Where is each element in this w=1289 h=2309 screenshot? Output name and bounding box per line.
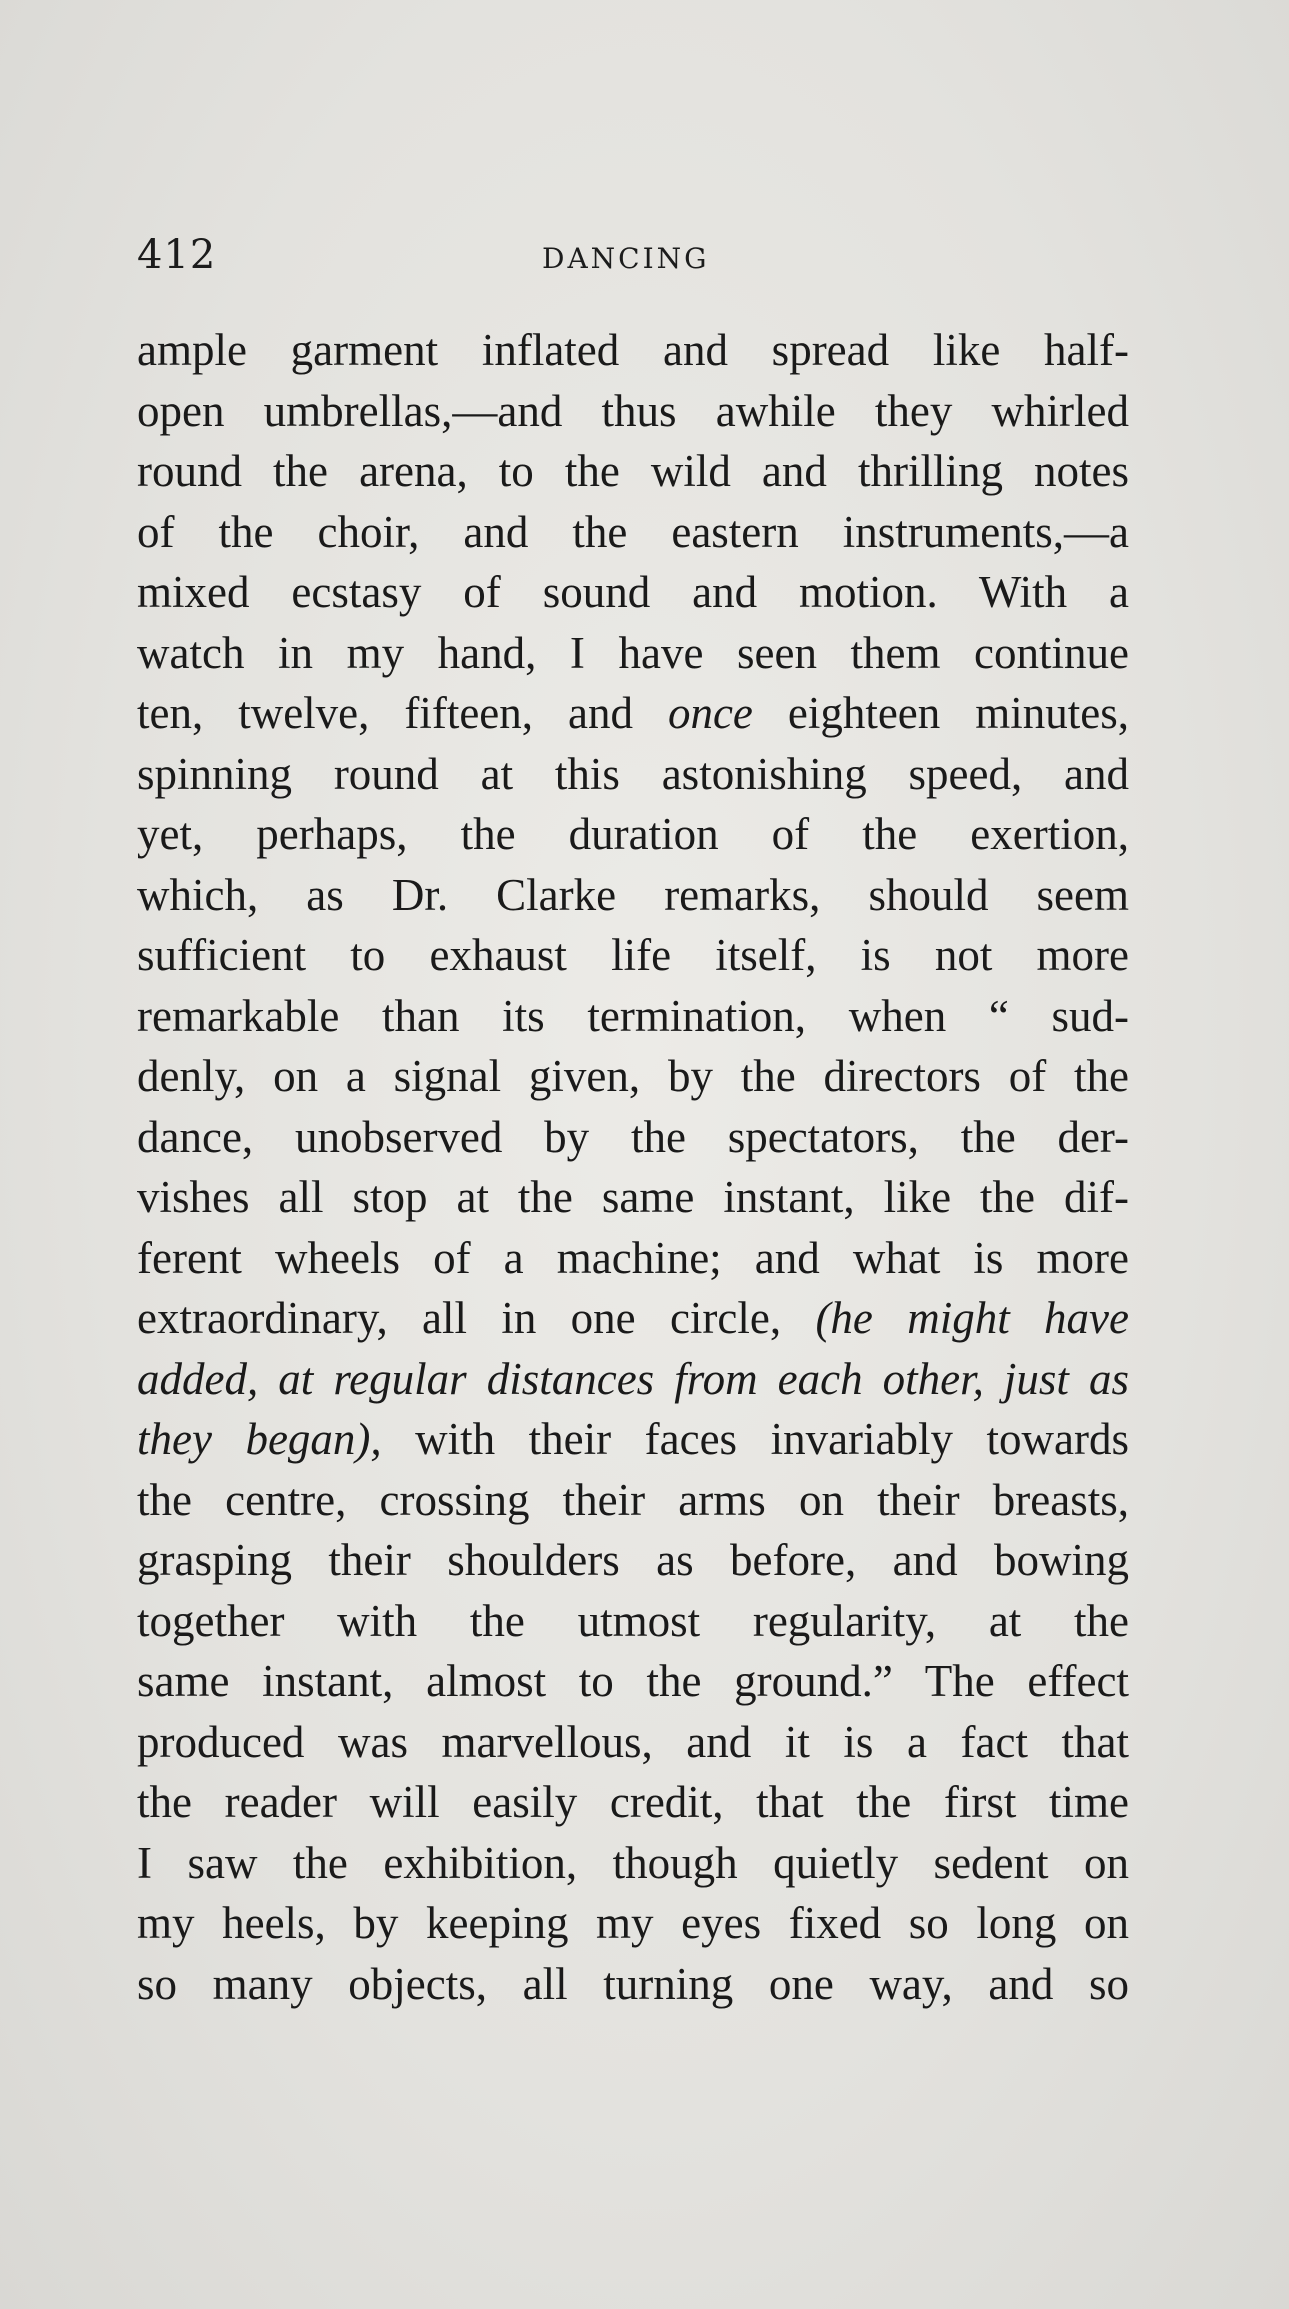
text-segment: grasping their shoulders as before, and bowing: [137, 1535, 1129, 1585]
text-line: [137, 1530, 1129, 1591]
text-line: [137, 804, 1129, 865]
text-line: [137, 623, 1129, 684]
body-text: [137, 320, 1129, 2014]
text-line: [137, 683, 1129, 744]
text-segment: same instant, almost to the ground.” The effect: [137, 1656, 1129, 1706]
text-line: [137, 1772, 1129, 1833]
text-segment: the reader will easily credit, that the first time: [137, 1777, 1129, 1827]
text-line: [137, 1591, 1129, 1652]
text-segment: open umbrellas,—and thus awhile they whirled: [137, 385, 1129, 436]
text-line: [137, 1470, 1129, 1531]
text-segment: which, as Dr. Clarke remarks, should seem: [137, 869, 1129, 920]
text-line: [137, 1288, 1129, 1349]
text-segment: with their faces invariably towards: [381, 1414, 1129, 1464]
running-head: DANCING: [542, 242, 710, 275]
text-segment: yet, perhaps, the duration of the exertion,: [137, 809, 1129, 859]
text-segment: ferent wheels of a machine; and what is more: [137, 1232, 1129, 1283]
text-segment: of the choir, and the eastern instruments,—a: [137, 506, 1129, 557]
text-line: [137, 381, 1129, 442]
text-segment: denly, on a signal given, by the directors of the: [137, 1051, 1129, 1101]
text-line: [137, 1651, 1129, 1712]
text-segment: mixed ecstasy of sound and motion. With a: [137, 567, 1129, 617]
text-segment: together with the utmost regularity, at the: [137, 1595, 1129, 1646]
text-segment: sufficient to exhaust life itself, is not more: [137, 930, 1129, 980]
text-line: [137, 744, 1129, 805]
text-line: [137, 1409, 1129, 1470]
text-segment: watch in my hand, I have seen them continue: [137, 627, 1129, 678]
text-line: [137, 1228, 1129, 1289]
text-segment: dance, unobserved by the spectators, the der-: [137, 1111, 1129, 1162]
italic-text-segment: (he might have: [815, 1293, 1129, 1343]
text-line: [137, 1349, 1129, 1410]
text-line: [137, 986, 1129, 1047]
text-line: [137, 320, 1129, 381]
text-line: [137, 1893, 1129, 1954]
italic-text-segment: added, at regular distances from each other, just as: [137, 1353, 1129, 1404]
text-line: [137, 1167, 1129, 1228]
text-line: [137, 1954, 1129, 2015]
text-segment: vishes all stop at the same instant, like the dif-: [137, 1172, 1129, 1222]
text-segment: ten, twelve, fifteen, and: [137, 688, 668, 738]
text-line: [137, 1712, 1129, 1773]
text-segment: my heels, by keeping my eyes fixed so long on: [137, 1898, 1129, 1948]
text-segment: round the arena, to the wild and thrilling notes: [137, 446, 1129, 496]
text-line: [137, 1107, 1129, 1168]
text-line: [137, 1046, 1129, 1107]
text-line: [137, 865, 1129, 926]
italic-text-segment: once: [667, 688, 753, 738]
text-segment: remarkable than its termination, when “ sud-: [137, 990, 1129, 1041]
text-line: [137, 562, 1129, 623]
text-segment: ample garment inflated and spread like half-: [137, 325, 1129, 375]
text-segment: eighteen minutes,: [752, 688, 1129, 738]
text-line: [137, 1833, 1129, 1894]
text-line: [137, 925, 1129, 986]
text-segment: I saw the exhibition, though quietly sedent on: [137, 1837, 1129, 1888]
text-line: [137, 502, 1129, 563]
text-segment: the centre, crossing their arms on their breasts,: [137, 1474, 1129, 1525]
text-segment: so many objects, all turning one way, and so: [137, 1958, 1129, 2009]
italic-text-segment: they began),: [137, 1414, 382, 1464]
text-line: [137, 441, 1129, 502]
text-segment: produced was marvellous, and it is a fact that: [137, 1716, 1129, 1767]
text-segment: extraordinary, all in one circle,: [137, 1293, 816, 1343]
page-number: 412: [137, 232, 217, 278]
page-header: [137, 232, 1137, 292]
text-segment: spinning round at this astonishing speed, and: [137, 748, 1129, 799]
